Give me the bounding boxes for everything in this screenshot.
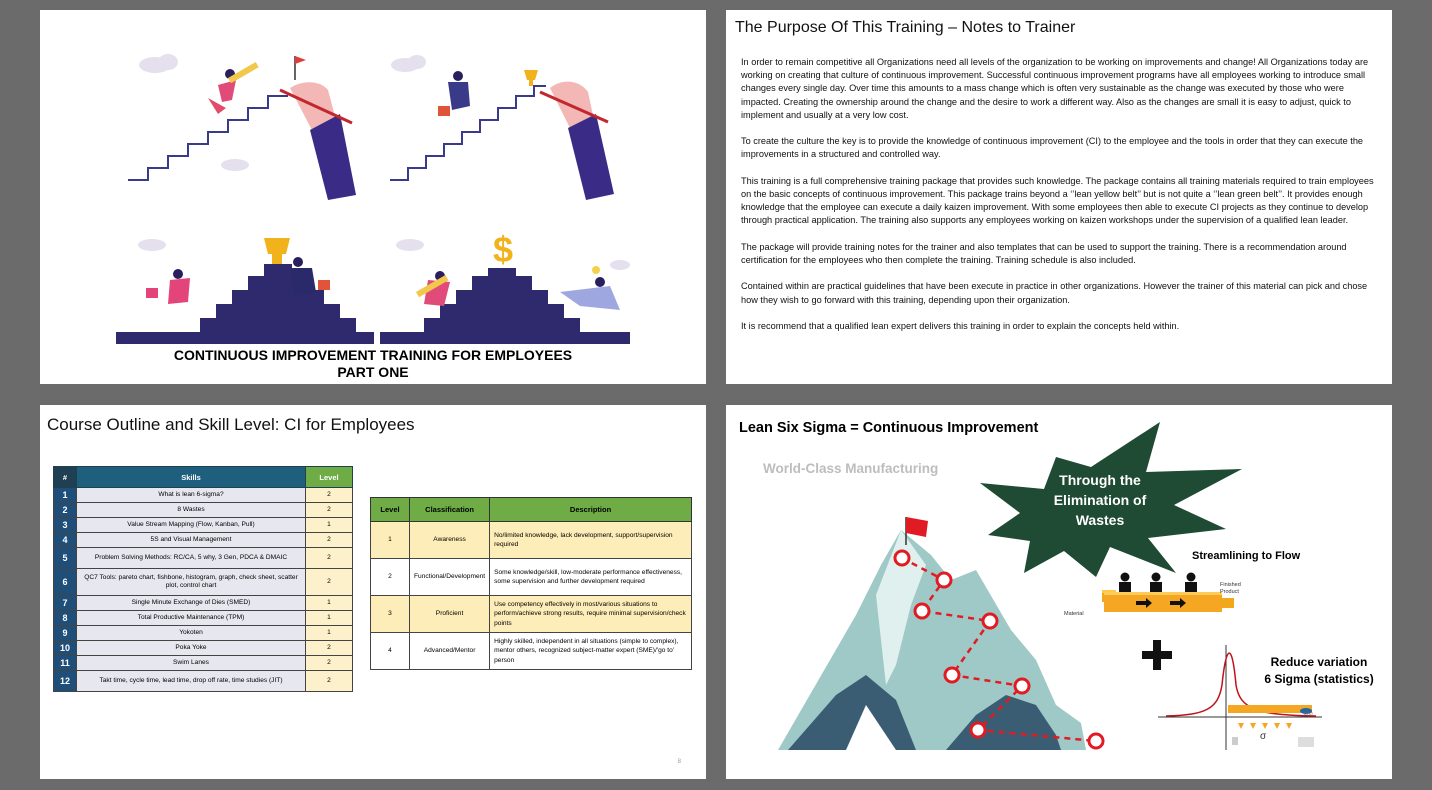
- skills-cell-n: 5: [54, 548, 77, 569]
- col-header-number: #: [54, 467, 77, 488]
- levels-table: [370, 497, 692, 670]
- skills-cell-skill: 5S and Visual Management: [77, 533, 306, 548]
- star-text-line-2: Elimination of: [1053, 492, 1147, 508]
- skills-cell-skill: Swim Lanes: [77, 656, 306, 671]
- skills-cell-n: 4: [54, 533, 77, 548]
- col-header-skills: Skills: [77, 467, 306, 488]
- skills-cell-level: 2: [306, 671, 353, 692]
- table-row: [54, 533, 353, 548]
- table-row: [54, 656, 353, 671]
- table-row: [54, 518, 353, 533]
- paragraph: Contained within are practical guidelines that have been execute in practice in other organizations. However the trainer of this material can pick and chose how they wish to go forward with this training, depending upon their organization.: [741, 281, 1368, 305]
- skills-cell-level: 1: [306, 626, 353, 641]
- levels-cell-desc: Use competency effectively in most/various situations to perform/achieve strong results, require minimal supervision/check points: [490, 596, 692, 633]
- col-header-description: Description: [490, 498, 692, 522]
- skills-cell-n: 8: [54, 611, 77, 626]
- levels-cell-level: 1: [371, 522, 410, 559]
- skills-cell-skill: QC7 Tools: pareto chart, fishbone, histogram, graph, check sheet, scatter plot, control chart: [77, 569, 306, 596]
- table-row: [54, 488, 353, 503]
- variation-line-1: Reduce variation: [1270, 655, 1368, 669]
- paragraph: To create the culture the key is to provide the knowledge of continuous improvement (CI) to the employee and the tools in order that they can execute the improvements in a structured and controlled way.: [741, 136, 1364, 160]
- skills-cell-n: 2: [54, 503, 77, 518]
- skills-cell-skill: 8 Wastes: [77, 503, 306, 518]
- paragraph: It is recommend that a qualified lean expert delivers this training in order to explain the concepts held within.: [741, 320, 1180, 331]
- stairs-illustration: [40, 10, 706, 350]
- sigma-symbol: σ: [1260, 731, 1267, 742]
- skills-cell-n: 7: [54, 596, 77, 611]
- col-header-level: Level: [306, 467, 353, 488]
- paragraph: In order to remain competitive all Organizations need all levels of the organization to be working on improvements and change! All Organizations today are working on creating that culture of continuous improvement. Successful continuous improvement programs have all employees working to introduce small changes every single day. Over time this amounts to a mass change which is often very sustainable as the change was executed by those who were impacted. Creating the ownership around the change and the desire to work a different way. Also as the changes are small it is easy to adjust, quick to implement and usually at a very low cost.: [741, 57, 1369, 120]
- table-row: [54, 626, 353, 641]
- skills-cell-skill: Takt time, cycle time, lead time, drop off rate, time studies (JIT): [77, 671, 306, 692]
- slide-lean-six-sigma[interactable]: [726, 405, 1392, 779]
- star-text-line-1: Through the: [1059, 472, 1141, 488]
- summit-flag: [906, 517, 928, 537]
- title-line-2: PART ONE: [337, 364, 409, 380]
- col-header-level: Level: [371, 498, 410, 522]
- skills-cell-n: 12: [54, 671, 77, 692]
- variation-line-2: 6 Sigma (statistics): [1264, 672, 1374, 686]
- star-text-line-3: Wastes: [1075, 512, 1125, 528]
- slide-purpose[interactable]: [726, 10, 1392, 384]
- levels-cell-level: 4: [371, 633, 410, 670]
- skills-cell-skill: Total Productive Maintenance (TPM): [77, 611, 306, 626]
- p-label: p(x): [1304, 711, 1313, 717]
- table-row: [54, 596, 353, 611]
- paragraph: This training is a full comprehensive training package that provides such knowledge. The package contains all training materials required to train employees on the basic concepts of continuous improvement. This package trains beyond a ‘’lean yellow belt’’ but is not quite a ‘’lean green belt’’. It provides enough knowledge that the employee can execute a daily kaizen improvement. With some employees then able to execute CI projects as they continue to develop through practical application. The training also supports any employees working on kaizen workshops under the supervision of a qualified lean leader.: [741, 175, 1374, 226]
- skills-cell-level: 2: [306, 503, 353, 518]
- slide-heading: The Purpose Of This Training – Notes to Trainer: [735, 19, 1076, 36]
- paragraph: The package will provide training notes for the trainer and also templates that can be used to support the training. There is a recommendation around certification for the employees who then complete the training. Training schedule is also included.: [741, 241, 1347, 265]
- slide-course-outline[interactable]: [40, 405, 706, 779]
- table-row: [54, 611, 353, 626]
- skills-table: [53, 466, 353, 692]
- table-row: [54, 569, 353, 596]
- skills-cell-level: 1: [306, 518, 353, 533]
- skills-cell-n: 10: [54, 641, 77, 656]
- slide-subheading: World-Class Manufacturing: [763, 461, 939, 476]
- skills-cell-skill: What is lean 6-sigma?: [77, 488, 306, 503]
- skills-cell-level: 2: [306, 548, 353, 569]
- skills-cell-level: 2: [306, 488, 353, 503]
- table-row: [54, 641, 353, 656]
- col-header-classification: Classification: [410, 498, 490, 522]
- flow-label: Streamlining to Flow: [1192, 550, 1301, 562]
- variation-label: [1264, 654, 1374, 688]
- skills-cell-n: 6: [54, 569, 77, 596]
- skills-cell-n: 1: [54, 488, 77, 503]
- flow-diagram: [1102, 573, 1234, 613]
- table-row: [371, 559, 692, 596]
- finished-line-2: Product: [1220, 589, 1239, 595]
- skills-cell-level: 1: [306, 611, 353, 626]
- table-row: [371, 596, 692, 633]
- page-number: 8: [677, 759, 681, 765]
- table-row: [54, 548, 353, 569]
- table-row: [54, 503, 353, 518]
- title-slide-heading: [40, 347, 706, 381]
- skills-cell-skill: Problem Solving Methods: RC/CA, 5 why, 3 Gen, PDCA & DMAIC: [77, 548, 306, 569]
- skills-cell-skill: Poka Yoke: [77, 641, 306, 656]
- star-burst-text: [1036, 470, 1164, 530]
- levels-cell-cls: Advanced/Mentor: [410, 633, 490, 670]
- slide-heading: Course Outline and Skill Level: CI for Employees: [47, 415, 415, 434]
- svg-text:$: $: [492, 229, 514, 270]
- levels-cell-desc: Some knowledge/skill, low-moderate performance effectiveness, some supervision and further development required: [490, 559, 692, 596]
- levels-cell-cls: Functional/Development: [410, 559, 490, 596]
- skills-cell-n: 3: [54, 518, 77, 533]
- skills-cell-skill: Yokoten: [77, 626, 306, 641]
- slide-heading: Lean Six Sigma = Continuous Improvement: [739, 420, 1039, 436]
- skills-cell-level: 2: [306, 533, 353, 548]
- skills-cell-level: 2: [306, 569, 353, 596]
- skills-cell-n: 11: [54, 656, 77, 671]
- skills-cell-level: 2: [306, 656, 353, 671]
- skills-cell-level: 1: [306, 596, 353, 611]
- table-row: [371, 522, 692, 559]
- skills-cell-skill: Single Minute Exchange of Dies (SMED): [77, 596, 306, 611]
- levels-cell-cls: Proficient: [410, 596, 490, 633]
- skills-cell-n: 9: [54, 626, 77, 641]
- table-row: [54, 671, 353, 692]
- finished-product-label: [1220, 582, 1241, 596]
- levels-cell-desc: No/limited knowledge, lack development, support/supervision required: [490, 522, 692, 559]
- slide-title[interactable]: [40, 10, 706, 384]
- title-line-1: CONTINUOUS IMPROVEMENT TRAINING FOR EMPLOYEES: [173, 347, 573, 363]
- levels-cell-desc: Highly skilled, independent in all situations (simple to complex), mentor others, recognized subject-matter expert (SME)/'go to' person: [490, 633, 692, 670]
- skills-cell-skill: Value Stream Mapping (Flow, Kanban, Pull): [77, 518, 306, 533]
- material-label: Material: [1064, 611, 1084, 617]
- skills-cell-level: 2: [306, 641, 353, 656]
- table-row: [371, 633, 692, 670]
- levels-cell-level: 2: [371, 559, 410, 596]
- levels-cell-cls: Awareness: [410, 522, 490, 559]
- levels-cell-level: 3: [371, 596, 410, 633]
- finished-line-1: Finished: [1220, 582, 1241, 588]
- notes-body: [741, 56, 1377, 346]
